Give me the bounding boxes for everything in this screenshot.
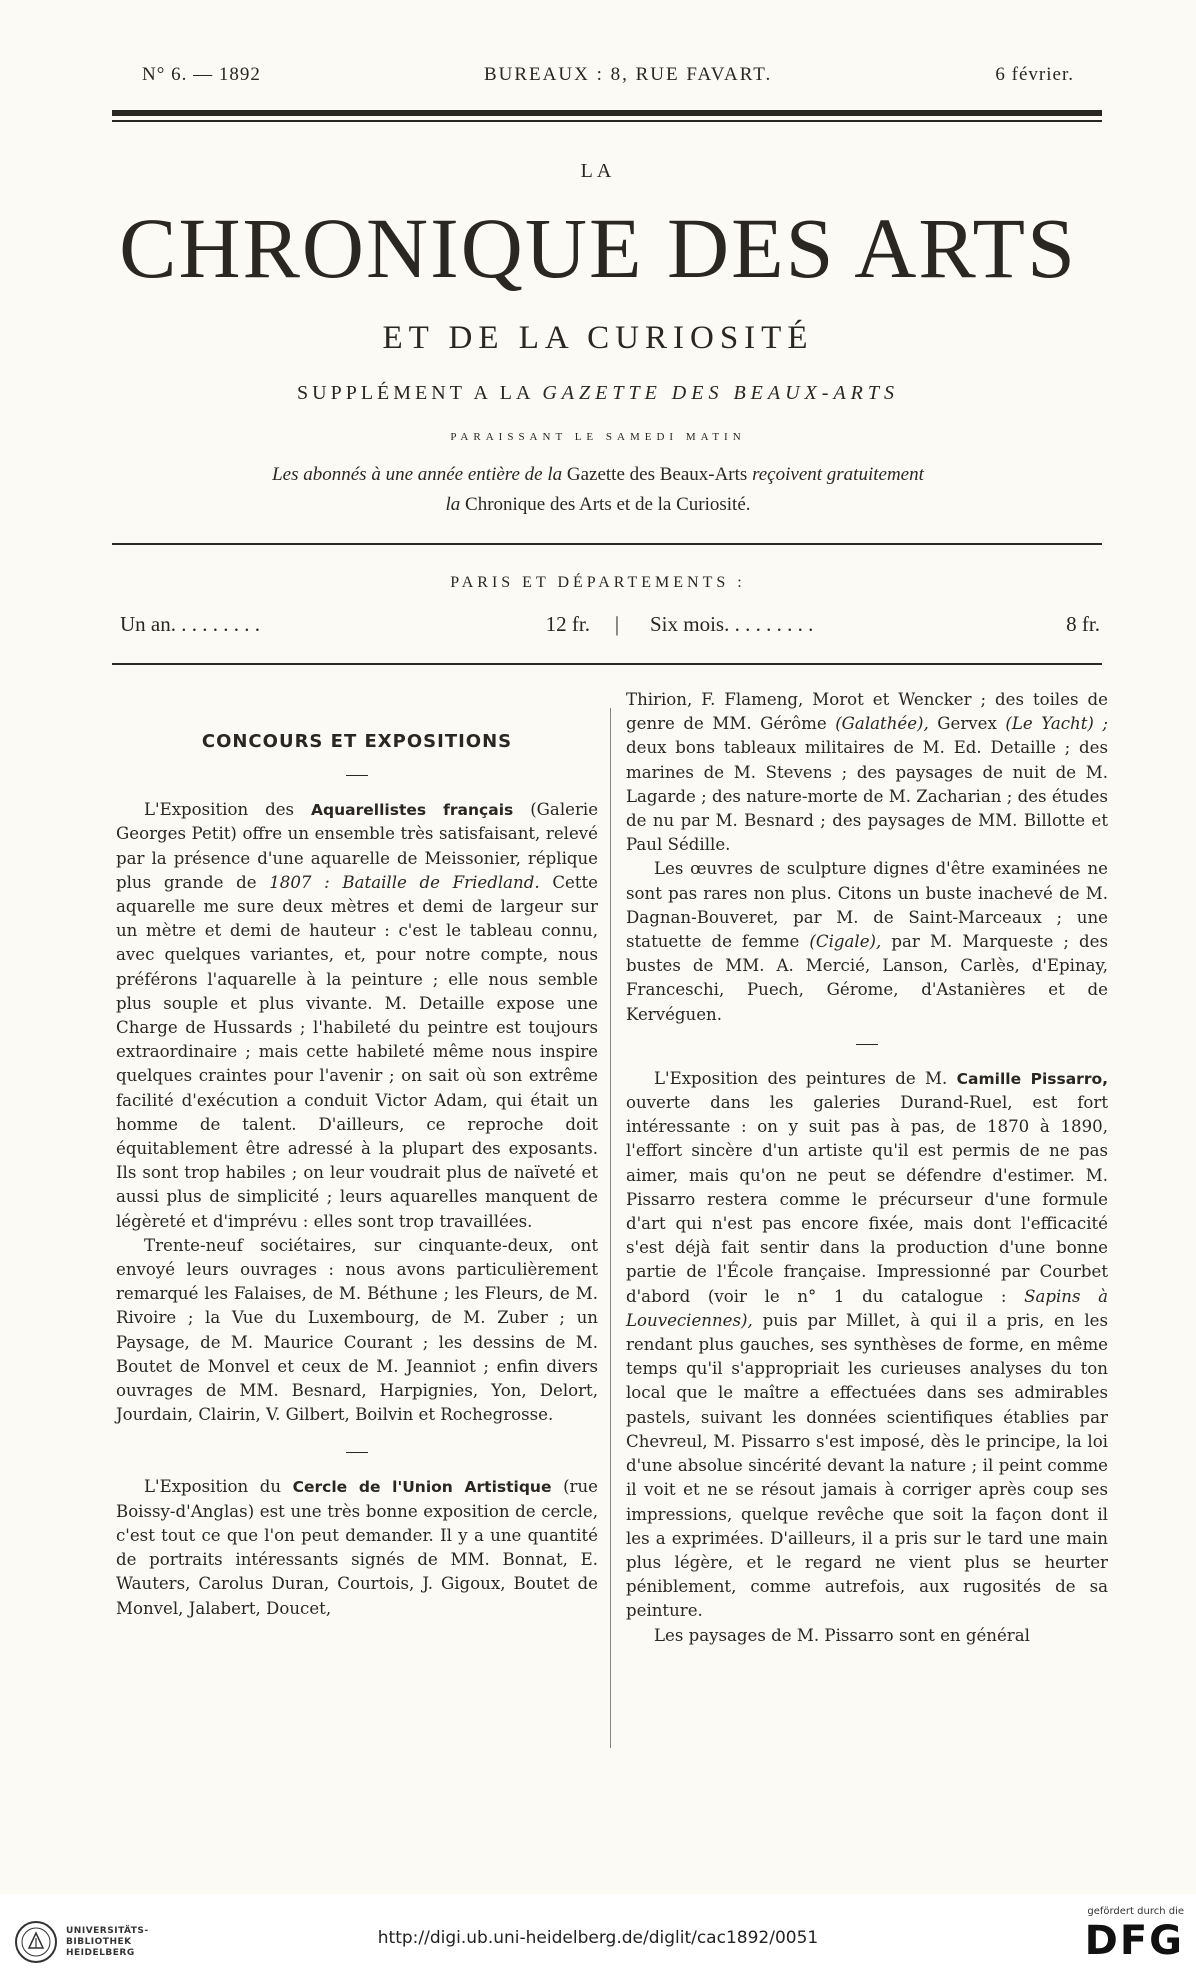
bold-run: Cercle de l'Union Artistique xyxy=(292,1478,552,1497)
bold-run: Camille Pissarro, xyxy=(956,1069,1108,1088)
article-sculpture xyxy=(626,857,1108,1026)
bold-run: Aquarellistes français xyxy=(311,801,514,820)
supplement-journal: GAZETTE DES BEAUX-ARTS xyxy=(542,382,899,404)
text-run: L'Exposition des peintures de M. xyxy=(654,1068,948,1088)
notice-part-3: reçoivent gratuitement xyxy=(752,464,924,485)
price-six-months xyxy=(624,612,1100,637)
price-separator: | xyxy=(614,612,620,636)
masthead-header xyxy=(142,64,1074,86)
text-run: deux bons tableaux militaires de M. Ed. Detaille ; des marines de M. Stevens ; des paysages de nuit de M. Lagarde ; des nature-morte de M. Zacharian ; des études de nu par M. Besnard ; des paysages de MM. Billotte et Paul Sédille. xyxy=(626,738,1108,855)
article-dash xyxy=(626,1037,1108,1051)
text-run: Gervex xyxy=(937,714,997,734)
masthead-rule-thick xyxy=(112,110,1102,116)
notice-part-1: Les abonnés à une année entière de la xyxy=(272,464,563,485)
bureaux-address: BUREAUX : 8, RUE FAVART. xyxy=(483,64,773,85)
italic-run: (Le Yacht) ; xyxy=(1005,714,1108,734)
left-column xyxy=(116,688,598,1621)
notice-part-2: Gazette des Beaux-Arts xyxy=(566,464,748,485)
price-six-value: 8 fr. xyxy=(1066,612,1100,636)
text-run: ouverte dans les galeries Durand-Ruel, est fort intéressante : on y suit pas à pas, de 1870 à 1890, l'effort sincère d'un artiste qu'il est permis de ne pas aimer, mais qu'on ne peut se défendre d'estimer. M. Pissarro restera comme le précurseur d'une formule d'art qui n'est pas encore fixée, mais dont l'efficacité s'est déjà fait sentir dans la production d'une bonne partie de l'École française. Impressionné par Courbet d'abord (voir le n° 1 du catalogue : xyxy=(626,1093,1108,1306)
article-union-continued xyxy=(626,688,1108,857)
page-title: CHRONIQUE DES ARTS xyxy=(119,200,1077,296)
dfg-logo-text: DFG xyxy=(1084,1918,1184,1964)
title-article: LA xyxy=(580,160,616,182)
article-pissarro-landscapes: Les paysages de M. Pissarro sont en général xyxy=(654,1625,1030,1645)
viewer-footer xyxy=(0,1894,1196,1976)
masthead-rule-thin xyxy=(112,120,1102,122)
text-run: Les œuvres de sculpture dignes d'être examinées ne sont pas rares non plus. Citons un buste inachevé de M. Dagnan-Bouveret, par M. de Saint-Marceaux ; une statuette de femme xyxy=(626,859,1108,952)
page-subtitle: ET DE LA CURIOSITÉ xyxy=(382,320,814,356)
italic-run: (Galathée), xyxy=(835,714,929,734)
notice-part-4: la xyxy=(445,494,461,515)
section-dash xyxy=(116,768,598,782)
italic-run: (Cigale), xyxy=(809,932,882,952)
permalink-url[interactable]: http://digi.ub.uni-heidelberg.de/diglit/cac1892/0051 xyxy=(377,1928,819,1948)
text-run: Thirion, F. Flameng, Morot et Wencker ; des toiles de genre de MM. Gérôme xyxy=(626,690,1108,734)
publication-schedule: PARAISSANT LE SAMEDI MATIN xyxy=(450,431,746,443)
supplement-line xyxy=(0,382,1196,405)
subscription-rule-top xyxy=(112,543,1102,545)
funding-caption: gefördert durch die xyxy=(1087,1906,1184,1917)
price-year-label: Un an. . . . . . . . . xyxy=(120,612,260,636)
issue-number: N° 6. — 1892 xyxy=(142,64,261,85)
text-run: L'Exposition du xyxy=(144,1477,282,1497)
right-column xyxy=(626,688,1108,1648)
article-societaires: Trente-neuf sociétaires, sur cinquante-deux, ont envoyé leurs ouvrages : nous avons particulièrement remarqué les Falaises, de M. Béthune ; les Fleurs, de M. Rivoire ; la Vue du Luxembourg, de M. Zuber ; un Paysage, de M. Maurice Courant ; les dessins de M. Boutet de Monvel et ceux de M. Jeanniot ; enfin divers ouvrages de MM. Besnard, Harpignies, Yon, Delort, Jourdain, Clairin, V. Gilbert, Boilvin et Rochegrosse. xyxy=(116,1235,598,1425)
subscription-rule-bottom xyxy=(112,663,1102,665)
section-title: CONCOURS ET EXPOSITIONS xyxy=(201,731,513,752)
price-year-value: 12 fr. xyxy=(545,612,590,636)
notice-part-5: Chronique des Arts et de la Curiosité. xyxy=(465,494,751,515)
text-run: L'Exposition des xyxy=(144,800,295,820)
article-dash xyxy=(116,1445,598,1459)
text-run: puis par Millet, à qui il a pris, en les rendant plus gauches, ses synthèses de forme, en même temps qu'il s'appropriait les curieuses analyses du ton local que le maître a effectuées dans ses admirables pastels, suivant les données scientifiques établies par Chevreul, M. Pissarro s'est imposé, dès le principe, la loi d'une absolue sincérité devant la nature ; il peint comme il voit et ne se résout jamais à corriger après coup ses impressions, quelque revêche que soit la façon dont il les a exprimées. D'ailleurs, il a pris sur le tard une main plus légère, et le regard ne vient plus se heurter péniblement, comme autrefois, aux rugosités de sa peinture. xyxy=(626,1310,1109,1621)
supplement-prefix: SUPPLÉMENT A LA xyxy=(297,382,534,404)
text-run: par M. Marqueste ; des bustes de MM. A. Mercié, Lanson, Carlès, d'Epinay, Franceschi, Puech, Gérome, d'Astanières et de Kervéguen. xyxy=(626,932,1109,1024)
text-run: Cette aquarelle me sure deux mètres et demi de largeur sur un mètre et demi de hauteur : c'est le tableau connu, avec quelques variantes, et, pour notre compte, nous préférons l'aquarelle à la peinture ; elle nous semble plus souple et plus vivante. M. Detaille expose une Charge de Hussards ; l'habileté du peintre est toujours extraordinaire ; mais cette habileté même nous inspire quelques craintes pour l'avenir ; on sait où son extrême facilité d'exécution a conduit Victor Adam, qui était un homme de talent. D'ailleurs, ce reproche doit équitablement être adressé à la plupart des exposants. Ils sont trop habiles ; on leur voudrait plus de naïveté et aussi plus de simplicité ; leurs aquarelles manquent de légèreté et d'imprévu : elles sont trop travaillées. xyxy=(116,872,599,1231)
article-aquarellistes xyxy=(116,798,598,1234)
issue-date: 6 février. xyxy=(995,64,1074,85)
article-union-artistique xyxy=(116,1475,598,1620)
subscriber-notice xyxy=(0,460,1196,520)
italic-run: Sapins à Louveciennes), xyxy=(626,1286,1109,1330)
subscription-prices xyxy=(120,612,1100,637)
text-run: (rue Boissy-d'Anglas) est une très bonne exposition de cercle, c'est tout ce que l'on peut demander. Il y a une quantité de portraits intéressants signés de MM. Bonnat, E. Wauters, Carolus Duran, Courtois, J. Gigoux, Boutet de Monvel, Jalabert, Doucet, xyxy=(116,1477,598,1618)
text-run: (Galerie Georges Petit) offre un ensemble très satisfaisant, relevé par la présence d'une aquarelle de Meissonier, réplique plus grande de xyxy=(116,800,599,892)
subscription-heading: PARIS ET DÉPARTEMENTS : xyxy=(450,574,746,591)
article-pissarro xyxy=(626,1067,1108,1624)
library-label: UNIVERSITÄTS- BIBLIOTHEK HEIDELBERG xyxy=(66,1925,149,1958)
dfg-funding-logo[interactable] xyxy=(1085,1906,1184,1963)
column-divider xyxy=(610,708,611,1748)
italic-run: 1807 : Bataille de Friedland. xyxy=(269,872,540,892)
price-year xyxy=(120,612,610,637)
price-six-label: Six mois. . . . . . . . . xyxy=(650,612,814,636)
